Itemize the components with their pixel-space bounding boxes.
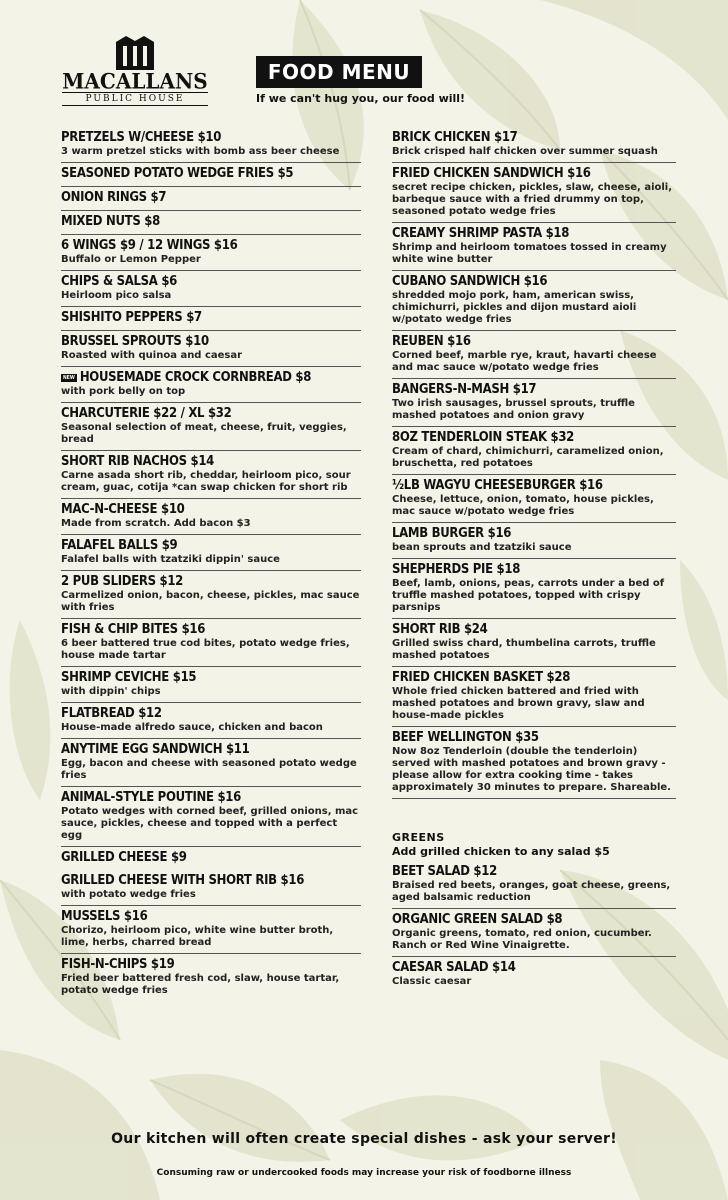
menu-item-description: Roasted with quinoa and caesar — [61, 350, 243, 361]
menu-item-description: Cheese, lettuce, onion, tomato, house pickles, mac sauce w/potato wedge fries — [392, 494, 654, 517]
menu-item — [61, 787, 361, 847]
menu-item-title: MAC-N-CHEESE $10 — [61, 502, 185, 517]
menu-item-description: House-made alfredo sauce, chicken and bacon — [61, 722, 323, 733]
menu-item-name — [392, 430, 676, 446]
menu-item-name — [61, 190, 361, 206]
menu-item-name — [61, 454, 361, 470]
menu-item — [61, 307, 361, 331]
menu-item — [61, 367, 361, 403]
menu-item — [392, 619, 676, 667]
menu-item — [61, 847, 361, 870]
menu-item-title: ANYTIME EGG SANDWICH $11 — [61, 742, 250, 757]
menu-item — [61, 499, 361, 535]
food-safety-warning: Consuming raw or undercooked foods may increase your risk of foodborne illness — [156, 1168, 572, 1178]
menu-item — [61, 571, 361, 619]
menu-item-title: REUBEN $16 — [392, 334, 471, 349]
menu-item-name — [392, 912, 676, 928]
menu-item-title: CHARCUTERIE $22 / XL $32 — [61, 406, 232, 421]
menu-item-name — [61, 850, 361, 866]
menu-item-title: FALAFEL BALLS $9 — [61, 538, 178, 553]
menu-item-title: PRETZELS W/CHEESE $10 — [61, 130, 222, 145]
menu-item — [392, 523, 676, 559]
menu-item — [392, 861, 676, 909]
menu-item-name — [61, 706, 361, 722]
menu-item-title: MIXED NUTS $8 — [61, 214, 160, 229]
menu-item-name — [61, 166, 361, 182]
menu-item-title: CAESAR SALAD $14 — [392, 960, 516, 975]
menu-item-title: FRIED CHICKEN BASKET $28 — [392, 670, 571, 685]
menu-item — [61, 127, 361, 163]
menu-item-description: with pork belly on top — [61, 386, 186, 397]
menu-item-description: Carne asada short rib, cheddar, heirloom pico, sour cream, guac, cotija *can swap chicken for short rib — [61, 470, 351, 493]
menu-item-description: 6 beer battered true cod bites, potato wedge fries, house made tartar — [61, 638, 350, 661]
menu-item-name — [392, 622, 676, 638]
menu-item-name — [392, 526, 676, 542]
menu-item-title: CREAMY SHRIMP PASTA $18 — [392, 226, 570, 241]
menu-item — [392, 163, 676, 223]
menu-item — [61, 187, 361, 211]
menu-item-name — [392, 334, 676, 350]
menu-item-name — [392, 130, 676, 146]
menu-item-title: SHEPHERDS PIE $18 — [392, 562, 521, 577]
menu-item-name — [392, 382, 676, 398]
page-title: FOOD MENU — [256, 56, 422, 88]
menu-item-title: FRIED CHICKEN SANDWICH $16 — [392, 166, 591, 181]
menu-item — [61, 906, 361, 954]
right-menu-column — [392, 127, 676, 992]
menu-item-title: GRILLED CHEESE $9 — [61, 850, 187, 865]
menu-item-description: Beef, lamb, onions, peas, carrots under a bed of truffle mashed potatoes, topped with crispy parsnips — [392, 578, 665, 613]
menu-item-name — [61, 670, 361, 686]
menu-item — [61, 739, 361, 787]
menu-item-name — [61, 622, 361, 638]
menu-item — [61, 619, 361, 667]
menu-item — [392, 379, 676, 427]
menu-item-description: Potato wedges with corned beef, grilled onions, mac sauce, pickles, cheese and topped with a perfect egg — [61, 806, 359, 841]
greens-heading: GREENS — [392, 831, 445, 844]
menu-item-description: Fried beer battered fresh cod, slaw, house tartar, potato wedge fries — [61, 973, 340, 996]
menu-item-description: Shrimp and heirloom tomatoes tossed in creamy white wine butter — [392, 242, 667, 265]
menu-item — [61, 954, 361, 1001]
menu-item-title: FISH-N-CHIPS $19 — [61, 957, 175, 972]
new-badge: NEW — [63, 375, 75, 381]
menu-item — [61, 403, 361, 451]
menu-item-description: Seasonal selection of meat, cheese, fruit, veggies, bread — [61, 422, 347, 445]
menu-item — [392, 727, 676, 799]
menu-item — [61, 451, 361, 499]
menu-item-name — [61, 370, 361, 386]
menu-item-title: ORGANIC GREEN SALAD $8 — [392, 912, 563, 927]
logo-subtitle: PUBLIC HOUSE — [62, 92, 208, 106]
menu-item-title: ONION RINGS $7 — [61, 190, 167, 205]
menu-item-title: SHORT RIB NACHOS $14 — [61, 454, 215, 469]
menu-item — [392, 271, 676, 331]
menu-item-description: Cream of chard, chimichurri, caramelized onion, bruschetta, red potatoes — [392, 446, 664, 469]
menu-item — [61, 535, 361, 571]
menu-item-name — [392, 274, 676, 290]
menu-item-title: ½LB WAGYU CHEESEBURGER $16 — [392, 478, 603, 493]
menu-item-description: Chorizo, heirloom pico, white wine butter broth, lime, herbs, charred bread — [61, 925, 334, 948]
menu-item-title: BRUSSEL SPROUTS $10 — [61, 334, 209, 349]
menu-item-name — [61, 406, 361, 422]
logo-name: MACALLANS — [62, 68, 208, 94]
menu-item — [61, 667, 361, 703]
menu-item-name — [61, 310, 361, 326]
menu-item — [392, 331, 676, 379]
menu-item-title: SHORT RIB $24 — [392, 622, 488, 637]
menu-item-name — [61, 502, 361, 518]
menu-item-description: Organic greens, tomato, red onion, cucumber. Ranch or Red Wine Vinaigrette. — [392, 928, 652, 951]
menu-item-description: with dippin' chips — [61, 686, 161, 697]
menu-item-description: Grilled swiss chard, thumbelina carrots, truffle mashed potatoes — [392, 638, 656, 661]
menu-item-description: Classic caesar — [392, 976, 472, 987]
menu-item-name — [61, 334, 361, 350]
menu-item-title: SHRIMP CEVICHE $15 — [61, 670, 197, 685]
menu-item-name — [392, 864, 676, 880]
menu-item-title: GRILLED CHEESE WITH SHORT RIB $16 — [61, 873, 305, 888]
menu-item — [392, 559, 676, 619]
menu-item — [61, 163, 361, 187]
menu-item-description: with potato wedge fries — [61, 889, 196, 900]
menu-item-description: bean sprouts and tzatziki sauce — [392, 542, 572, 553]
entrees-list — [392, 127, 676, 799]
menu-item-title: LAMB BURGER $16 — [392, 526, 512, 541]
menu-item-name — [392, 562, 676, 578]
menu-item-description: 3 warm pretzel sticks with bomb ass beer cheese — [61, 146, 340, 157]
menu-item-title: BRICK CHICKEN $17 — [392, 130, 518, 145]
menu-item-title: 2 PUB SLIDERS $12 — [61, 574, 183, 589]
menu-item-title: BEET SALAD $12 — [392, 864, 497, 879]
menu-item — [61, 211, 361, 235]
menu-item — [61, 870, 361, 906]
menu-item-title: 6 WINGS $9 / 12 WINGS $16 — [61, 238, 238, 253]
menu-item-title: 8OZ TENDERLOIN STEAK $32 — [392, 430, 575, 445]
menu-item-description: Egg, bacon and cheese with seasoned potato wedge fries — [61, 758, 357, 781]
menu-item-title: FLATBREAD $12 — [61, 706, 162, 721]
menu-item — [61, 271, 361, 307]
menu-item — [392, 127, 676, 163]
special-dishes-note: Our kitchen will often create special dishes - ask your server! — [111, 1131, 617, 1147]
menu-item-description: Heirloom pico salsa — [61, 290, 172, 301]
menu-item — [61, 703, 361, 739]
menu-item-title: ANIMAL-STYLE POUTINE $16 — [61, 790, 241, 805]
menu-item-title: MUSSELS $16 — [61, 909, 148, 924]
menu-item-name — [392, 166, 676, 182]
greens-note: Add grilled chicken to any salad $5 — [392, 845, 610, 858]
menu-item-title: HOUSEMADE CROCK CORNBREAD $8 — [79, 370, 312, 385]
menu-item-description: Buffalo or Lemon Pepper — [61, 254, 201, 265]
menu-item — [392, 223, 676, 271]
menu-item-name — [61, 574, 361, 590]
menu-item-name — [61, 538, 361, 554]
menu-item-description: Carmelized onion, bacon, cheese, pickles, mac sauce with fries — [61, 590, 360, 613]
menu-item-name — [392, 478, 676, 494]
logo-emblem-icon — [114, 36, 156, 70]
menu-item-description: shredded mojo pork, ham, american swiss, chimichurri, pickles and dijon mustard aioli w/potato wedge fries — [392, 290, 637, 325]
menu-item-description: Made from scratch. Add bacon $3 — [61, 518, 251, 529]
menu-item-name — [61, 742, 361, 758]
menu-item-description: Corned beef, marble rye, kraut, havarti cheese and mac sauce w/potato wedge fries — [392, 350, 657, 373]
menu-item-name — [392, 226, 676, 242]
menu-item-name — [61, 957, 361, 973]
menu-item-name — [61, 873, 361, 889]
menu-item-name — [61, 790, 361, 806]
menu-item-title: SEASONED POTATO WEDGE FRIES $5 — [61, 166, 294, 181]
menu-item-description: Falafel balls with tzatziki dippin' sauce — [61, 554, 280, 565]
menu-item — [392, 909, 676, 957]
menu-item-title: BEEF WELLINGTON $35 — [392, 730, 539, 745]
menu-item-name — [61, 238, 361, 254]
menu-item-description: secret recipe chicken, pickles, slaw, cheese, aioli, barbeque sauce with a fried drummy on top, seasoned potato wedge fries — [392, 182, 673, 217]
menu-item-description: Braised red beets, oranges, goat cheese, greens, aged balsamic reduction — [392, 880, 671, 903]
left-menu-column — [61, 127, 361, 1001]
menu-item-description: Brick crisped half chicken over summer squash — [392, 146, 658, 157]
menu-item — [392, 427, 676, 475]
menu-item — [61, 235, 361, 271]
menu-item-name — [61, 274, 361, 290]
greens-list — [392, 861, 676, 992]
menu-item — [61, 331, 361, 367]
menu-item-description: Now 8oz Tenderloin (double the tenderloin) served with mashed potatoes and brown gravy - please allow for extra cooking time - takes approximately 30 minutes to prepare. Shareable. — [392, 746, 671, 793]
menu-item-description: Whole fried chicken battered and fried with mashed potatoes and brown gravy, slaw and house-made pickles — [392, 686, 645, 721]
menu-item-title: CUBANO SANDWICH $16 — [392, 274, 548, 289]
menu-item-name — [392, 670, 676, 686]
menu-item-name — [61, 909, 361, 925]
menu-item-title: BANGERS-N-MASH $17 — [392, 382, 537, 397]
menu-item — [392, 667, 676, 727]
menu-item-name — [392, 730, 676, 746]
menu-item-name — [61, 214, 361, 230]
menu-item-title: FISH & CHIP BITES $16 — [61, 622, 206, 637]
menu-item — [392, 475, 676, 523]
logo — [62, 36, 208, 104]
tagline: If we can't hug you, our food will! — [256, 92, 466, 105]
menu-item-description: Two irish sausages, brussel sprouts, truffle mashed potatoes and onion gravy — [392, 398, 635, 421]
menu-item-name — [392, 960, 676, 976]
menu-item-name — [61, 130, 361, 146]
menu-item — [392, 957, 676, 992]
menu-item-title: CHIPS & SALSA $6 — [61, 274, 177, 289]
menu-item-title: SHISHITO PEPPERS $7 — [61, 310, 202, 325]
